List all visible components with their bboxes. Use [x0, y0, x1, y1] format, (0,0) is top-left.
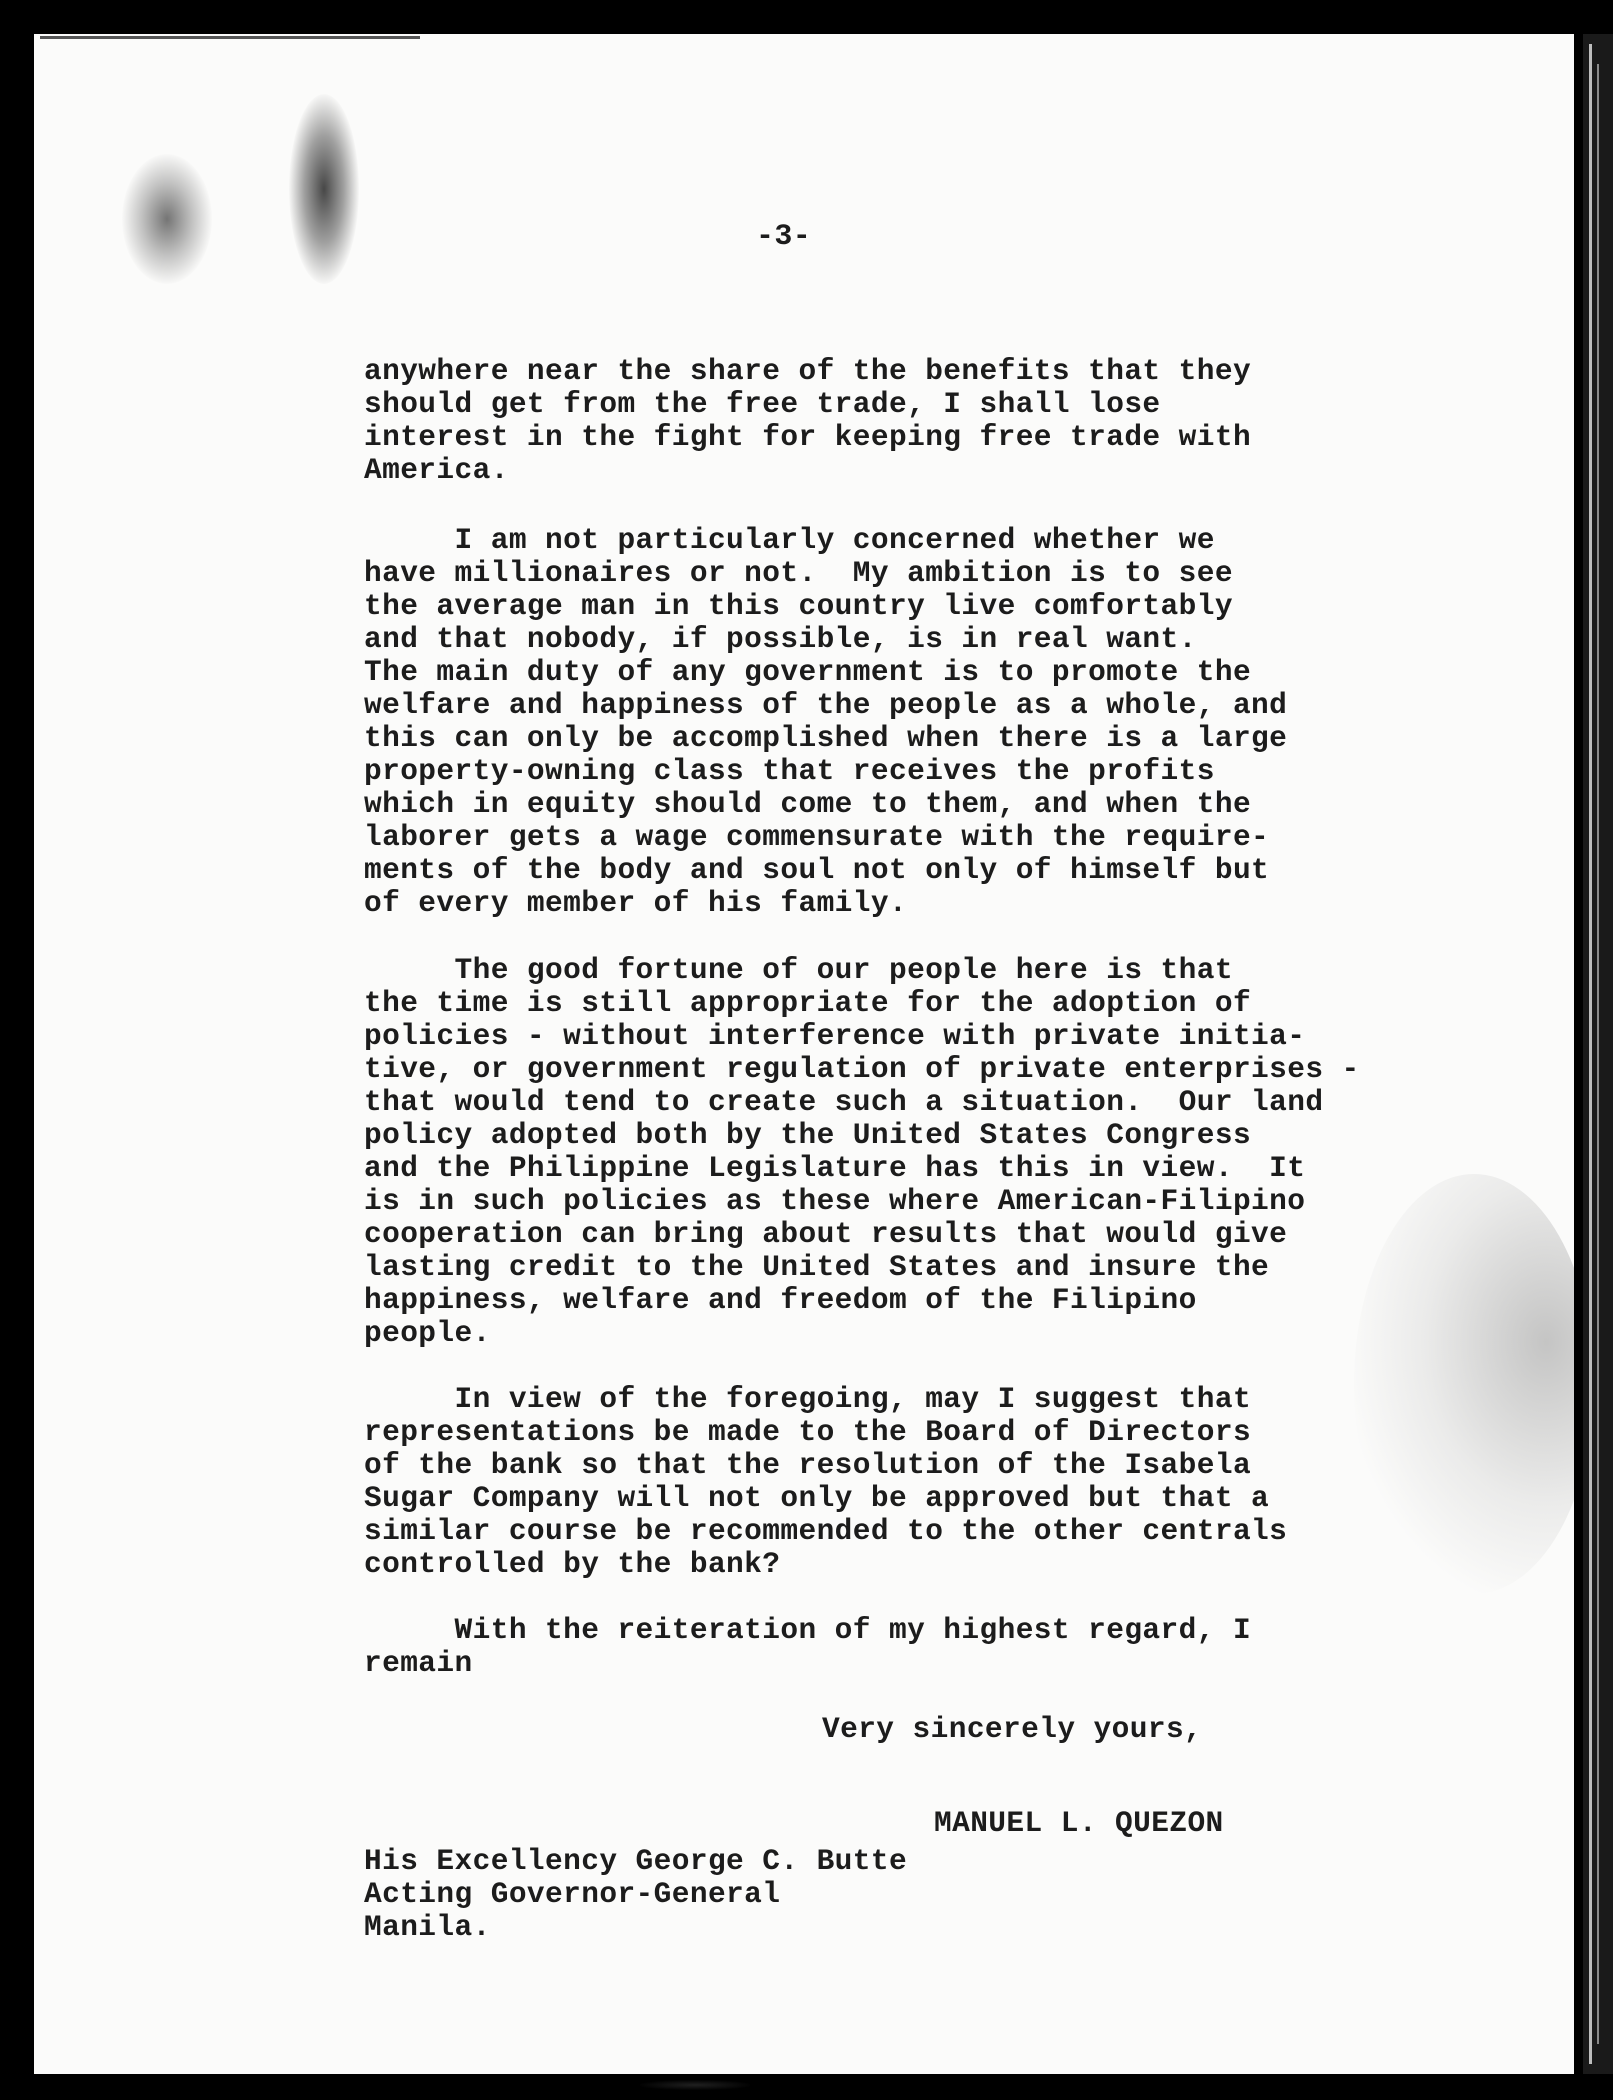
text-line: With the reiteration of my highest regard, I — [364, 1613, 1252, 1647]
text-line: should get from the free trade, I shall lose — [364, 387, 1161, 421]
text-line: The main duty of any government is to promote the — [364, 655, 1252, 689]
text-line: that would tend to create such a situation. Our land — [364, 1085, 1324, 1119]
text-line: similar course be recommended to the other centrals — [364, 1514, 1288, 1548]
text-line: anywhere near the share of the benefits that they — [364, 354, 1252, 388]
text-line: America. — [364, 453, 509, 487]
text-line: Sugar Company will not only be approved but that a — [364, 1481, 1270, 1515]
text-line: In view of the foregoing, may I suggest that — [364, 1382, 1252, 1416]
text-line: is in such policies as these where American-Filipino — [364, 1184, 1306, 1218]
text-line: controlled by the bank? — [364, 1547, 781, 1581]
text-line: property-owning class that receives the profits — [364, 754, 1215, 788]
text-line: I am not particularly concerned whether we — [364, 523, 1215, 557]
text-line: lasting credit to the United States and insure the — [364, 1250, 1270, 1284]
recipient-title: Acting Governor-General — [364, 1877, 781, 1911]
text-line: policy adopted both by the United States Congress — [364, 1118, 1252, 1152]
text-line: happiness, welfare and freedom of the Filipino — [364, 1283, 1197, 1317]
recipient-name: His Excellency George C. Butte — [364, 1844, 908, 1878]
text-line: which in equity should come to them, and when the — [364, 787, 1252, 821]
text-line: people. — [364, 1316, 491, 1350]
page-number: -3- — [756, 220, 812, 254]
text-line: cooperation can bring about results that would give — [364, 1217, 1288, 1251]
text-line: remain — [364, 1646, 473, 1680]
text-line: this can only be accomplished when there is a large — [364, 721, 1288, 755]
text-line: the time is still appropriate for the adoption of — [364, 986, 1252, 1020]
text-line: welfare and happiness of the people as a whole, and — [364, 688, 1288, 722]
text-line: The good fortune of our people here is that — [364, 953, 1233, 987]
signature: MANUEL L. QUEZON — [934, 1806, 1224, 1840]
text-line: and the Philippine Legislature has this in view. It — [364, 1151, 1306, 1185]
text-line: ments of the body and soul not only of himself but — [364, 853, 1270, 887]
text-line: representations be made to the Board of Directors — [364, 1415, 1252, 1449]
text-line: policies - without interference with private initia- — [364, 1019, 1306, 1053]
text-line: of the bank so that the resolution of the Isabela — [364, 1448, 1252, 1482]
recipient-city: Manila. — [364, 1910, 491, 1944]
text-line: laborer gets a wage commensurate with the require- — [364, 820, 1270, 854]
text-line: the average man in this country live comfortably — [364, 589, 1233, 623]
closing: Very sincerely yours, — [822, 1712, 1203, 1746]
text-line: of every member of his family. — [364, 886, 908, 920]
text-line: and that nobody, if possible, is in real want. — [364, 622, 1197, 656]
text-line: interest in the fight for keeping free trade with — [364, 420, 1252, 454]
text-line: have millionaires or not. My ambition is to see — [364, 556, 1233, 590]
text-line: tive, or government regulation of private enterprises - — [364, 1052, 1360, 1086]
